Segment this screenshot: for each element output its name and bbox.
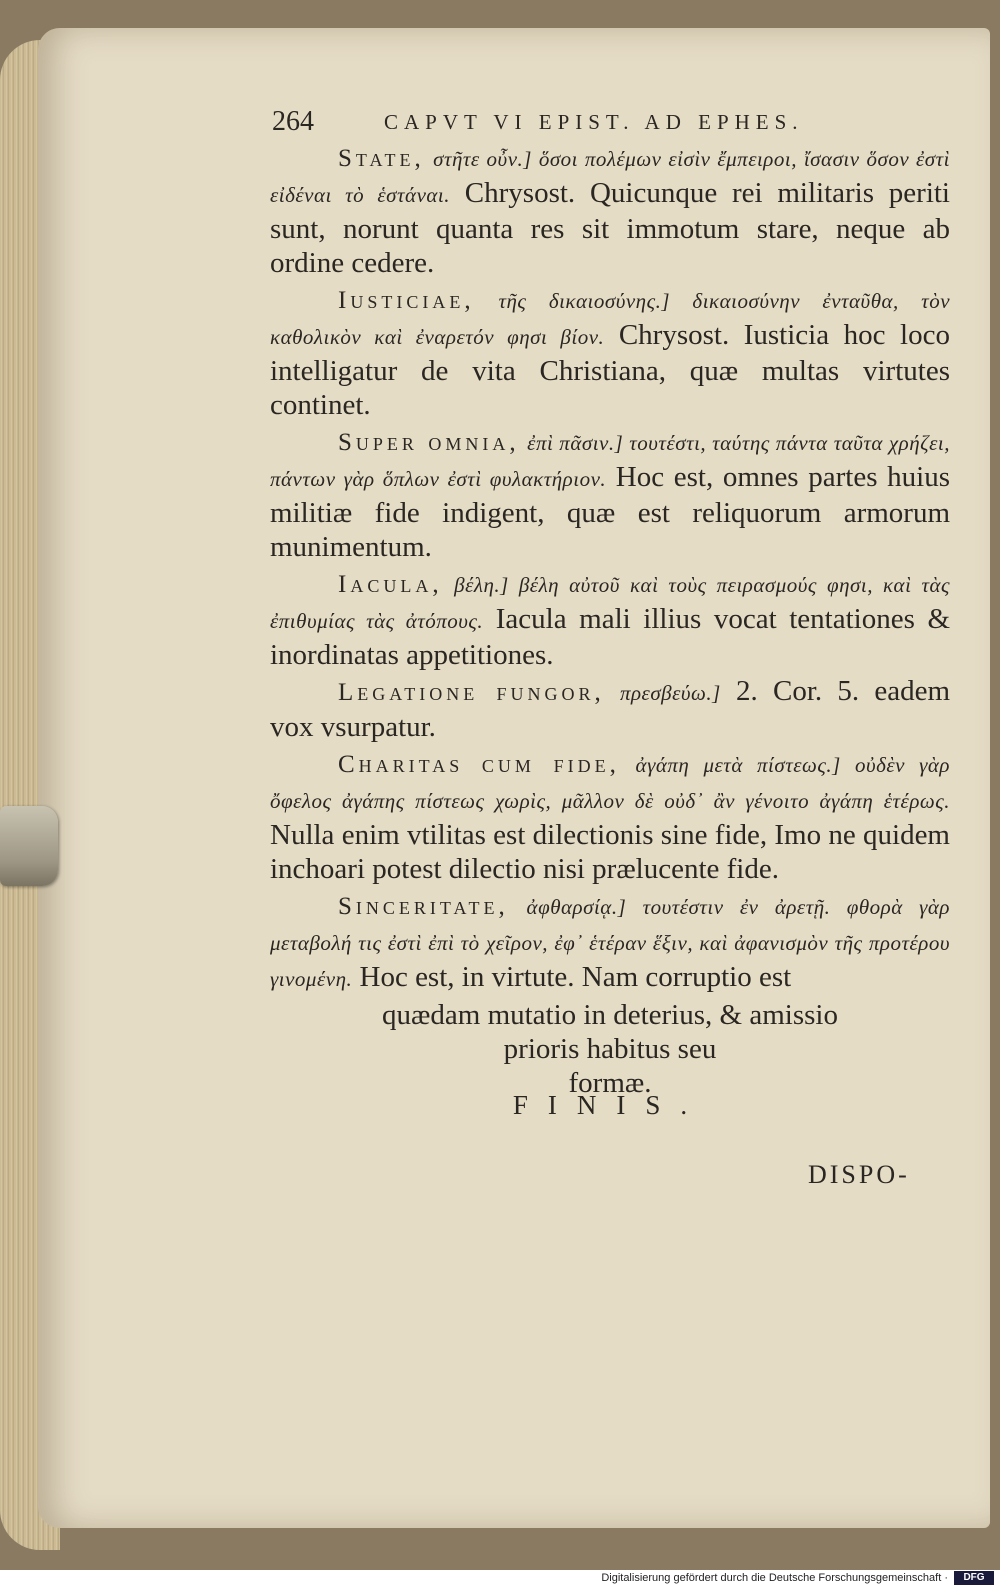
entry-greek: ἀγάπη μετὰ πίστεως.] οὐδὲν γὰρ ὄφελος ἀγάπης πίστεως χωρὶς, μᾶλλον δὲ οὐδ᾽ ἂν γένοιτο ἀγάπη ἑτέρως. [270,753,951,813]
entry-lemma: Iusticiae, [338,287,475,314]
entry-greek: πρεσβεύω.] [619,681,721,705]
entry-iacula [270,566,950,672]
footer-credit: Digitalisierung gefördert durch die Deutsche Forschungsgemeinschaft · [601,1572,948,1584]
closing-line: prioris habitus seu [503,1033,717,1065]
page-header [272,106,892,142]
entry-lemma: Iacula, [338,571,443,598]
entry-greek: ἀφθαρσίᾳ.] τουτέστιν ἐν ἀρετῇ. φθορὰ γὰρ μεταβολή τις ἐστὶ ἐπὶ τὸ χεῖρον, ἐφ᾽ ἑτέραν ἕξιν, καὶ ἀφανισμὸν τῆς προτέρου γινομένη. [270,895,950,991]
finis-heading: FINIS. [512,1090,708,1120]
entry-greek: στῆτε οὖν.] ὅσοι πολέμων εἰσὶν ἔμπειροι, ἴσασιν ὅσον ἐστὶ εἰδέναι τὸ ἑστάναι. [270,147,950,207]
entry-lemma: Charitas cum fide, [338,751,620,778]
entry-latin: Hoc est, in virtute. Nam corruptio est [359,961,792,993]
book-clasp [0,806,58,886]
dfg-logo: DFG [954,1571,994,1585]
entry-lemma: Super omnia, [338,429,520,456]
entry-latin: Chrysost. Iusticia hoc loco intelligatur de vita Christiana, quæ multas virtutes continet. [270,319,950,421]
closing-line: quædam mutatio in deterius, & amissio [382,999,838,1031]
entry-greek: βέλη.] βέλη αὐτοῦ καὶ τοὺς πειρασμούς φησι, καὶ τὰς ἐπιθυμίας τὰς ἀτόπους. [270,573,951,633]
entry-lemma: State, [338,145,425,172]
entry-state [270,140,950,280]
entry-charitas [270,746,950,886]
entry-latin: Iacula mali illius vocat tentationes & inordinatas appetitiones. [270,603,950,671]
entry-greek: ἐπὶ πᾶσιν.] τουτέστι, ταύτης πάντα ταῦτα χρήζει, πάντων γὰρ ὅπλων ἐστὶ φυλακτήριον. [270,431,951,491]
entry-super-omnia [270,424,950,564]
entry-iusticiae [270,282,950,422]
closing-line: formæ. [568,1067,652,1099]
entry-latin: Hoc est, omnes partes huius militiæ fide indigent, quæ est reliquorum armorum munimentum. [270,461,950,563]
entry-sinceritate [270,888,950,996]
page-number: 264 [272,106,314,137]
entry-latin: 2. Cor. 5. eadem vox vsurpatur. [270,675,951,743]
entry-latin: Nulla enim vtilitas est dilectionis sine fide, Imo ne quidem inchoari potest dilectio nisi prælucente fide. [270,819,950,885]
closing-lines [270,998,950,1100]
entry-lemma: Legatione fungor, [338,679,605,706]
commentary-body [270,140,950,1100]
entry-legatione [270,674,950,744]
entry-greek: τῆς δικαιοσύνης.] δικαιοσύνην ἐνταῦθα, τὸν καθολικὸν καὶ ἐναρετόν φησι βίον. [270,289,951,349]
entry-lemma: Sinceritate, [338,893,509,920]
running-head: CAPVT VI EPIST. AD EPHES. [384,110,804,134]
catchword: DISPO- [808,1160,910,1189]
entry-latin: Chrysost. Quicunque rei militaris periti sunt, norunt quanta res sit immotum stare, neque ab ordine cedere. [270,177,950,279]
